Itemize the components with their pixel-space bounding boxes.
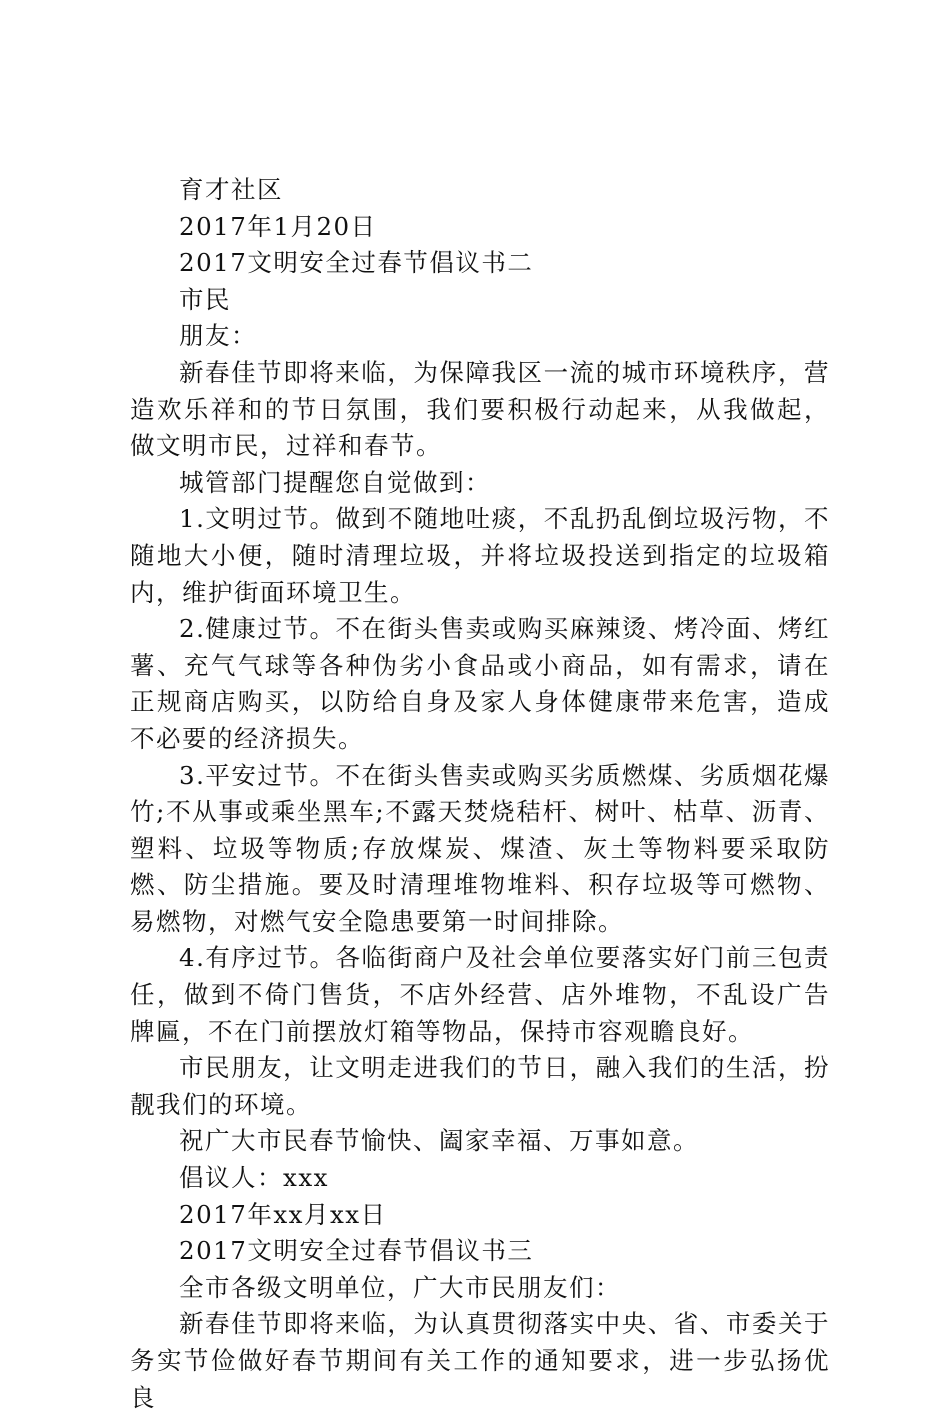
initiator-date: 2017年xx月xx日 — [179, 1199, 387, 1229]
salutation-three: 全市各级文明单位，广大市民朋友们： — [179, 1272, 621, 1302]
community-signature: 育才社区 — [179, 175, 283, 204]
section-title-two: 2017文明安全过春节倡议书二 — [179, 248, 534, 278]
closing-paragraph: 市民朋友，让文明走进我们的节日，融入我们的生活，扮靓我们的环境。 — [130, 1053, 830, 1119]
intro-paragraph-three: 新春佳节即将来临，为认真贯彻落实中央、省、市委关于务实节俭做好春节期间有关工作的通知要求，进一步弘扬优良 — [130, 1309, 830, 1412]
wishes-paragraph: 祝广大市民春节愉快、阖家幸福、万事如意。 — [179, 1126, 699, 1156]
section-title-three: 2017文明安全过春节倡议书三 — [179, 1236, 534, 1266]
salutation-line-1: 市民 — [179, 284, 231, 314]
item-2-paragraph: 2.健康过节。不在街头售卖或购买麻辣烫、烤冷面、烤红薯、充气气球等各种伪劣小食品或小商品，如有需求，请在正规商店购买，以防给自身及家人身体健康带来危害，造成不必要的经济损失。 — [130, 614, 830, 753]
item-3-paragraph: 3.平安过节。不在街头售卖或购买劣质燃煤、劣质烟花爆竹;不从事或乘坐黑车;不露天焚烧秸杆、树叶、枯草、沥青、塑料、垃圾等物质;存放煤炭、煤渣、灰土等物料要采取防燃、防尘措施。要及时清理堆物堆料、积存垃圾等可燃物、易燃物，对燃气安全隐患要第一时间排除。 — [130, 760, 830, 936]
document-body — [130, 172, 830, 1416]
intro-paragraph: 新春佳节即将来临，为保障我区一流的城市环境秩序，营造欢乐祥和的节日氛围，我们要积极行动起来，从我做起，做文明市民，过祥和春节。 — [130, 357, 830, 461]
salutation-line-2: 朋友： — [179, 321, 257, 351]
item-4-paragraph: 4.有序过节。各临街商户及社会单位要落实好门前三包责任，做到不倚门售货，不店外经营、店外堆物，不乱设广告牌匾，不在门前摆放灯箱等物品，保持市容观瞻良好。 — [130, 943, 830, 1046]
item-1-paragraph: 1.文明过节。做到不随地吐痰，不乱扔乱倒垃圾污物，不随地大小便，随时清理垃圾，并将垃圾投送到指定的垃圾箱内，维护街面环境卫生。 — [130, 504, 830, 607]
reminder-heading: 城管部门提醒您自觉做到： — [179, 467, 491, 497]
initiator-line: 倡议人：xxx — [179, 1163, 329, 1193]
signature-date: 2017年1月20日 — [179, 211, 377, 241]
